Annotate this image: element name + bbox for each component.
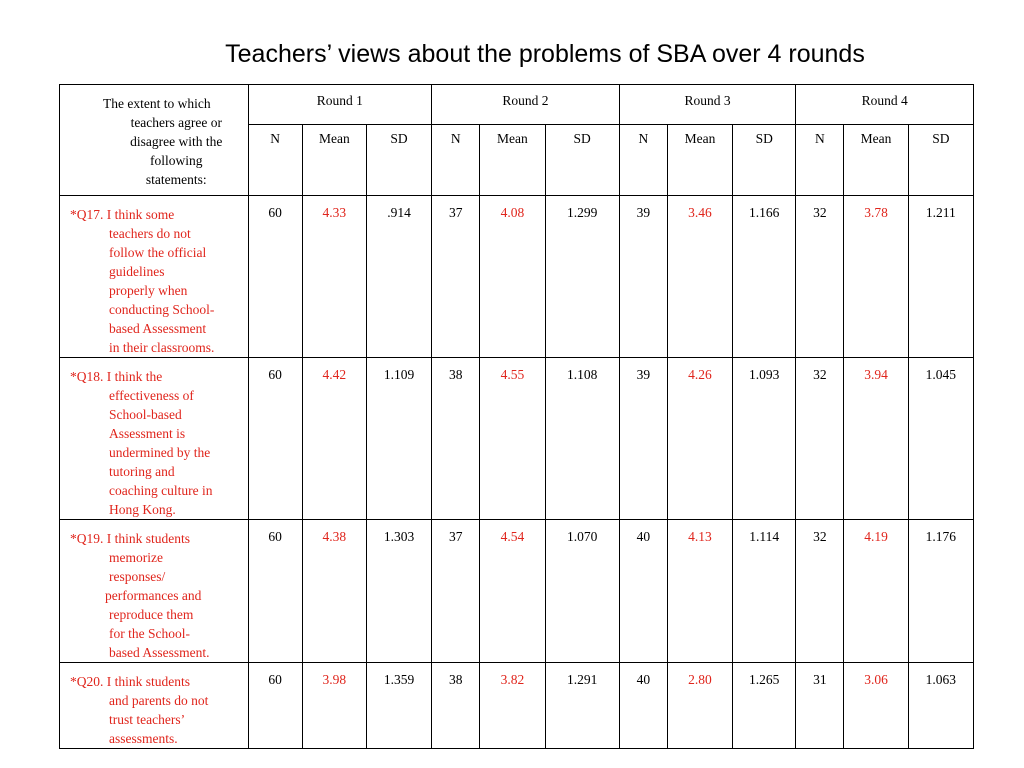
mean-cell: 4.33 [302, 196, 366, 358]
statement-line: in their classrooms. [109, 340, 215, 355]
statement-header-line: disagree with the [130, 134, 223, 149]
statement-line: *Q18. I think the [70, 369, 163, 384]
n-cell: 60 [248, 520, 302, 663]
n-cell: 40 [619, 663, 667, 749]
mean-column-header: Mean [302, 125, 366, 196]
statement-line: based Assessment [109, 321, 207, 336]
header-row-rounds [60, 85, 974, 125]
n-column-header: N [619, 125, 667, 196]
statement-line: Hong Kong. [109, 502, 176, 517]
statement-line: guidelines [109, 264, 165, 279]
table-row [60, 520, 974, 663]
sba-results-table [59, 84, 974, 749]
statement-line: performances and [105, 588, 202, 603]
table-row [60, 196, 974, 358]
statement-cell [60, 520, 249, 663]
round-4-header: Round 4 [796, 85, 974, 125]
n-cell: 38 [432, 358, 480, 520]
sd-column-header: SD [908, 125, 973, 196]
sd-cell: 1.176 [908, 520, 973, 663]
statement-header-line: The extent to which [102, 96, 211, 111]
n-cell: 32 [796, 520, 844, 663]
sd-cell: .914 [366, 196, 431, 358]
statement-line: *Q20. I think students [70, 674, 190, 689]
statement-header-line: following [150, 153, 203, 168]
statement-column-header [60, 85, 249, 196]
statement-line: and parents do not [109, 693, 209, 708]
round-3-header: Round 3 [619, 85, 796, 125]
mean-cell: 2.80 [667, 663, 732, 749]
sd-cell: 1.359 [366, 663, 431, 749]
sd-cell: 1.265 [733, 663, 796, 749]
mean-cell: 4.26 [667, 358, 732, 520]
mean-cell: 4.13 [667, 520, 732, 663]
statement-line: Assessment is [109, 426, 186, 441]
statement-line: assessments. [109, 731, 178, 746]
statement-line: conducting School- [109, 302, 215, 317]
sd-cell: 1.109 [366, 358, 431, 520]
statement-line: *Q19. I think students [70, 531, 190, 546]
statement-line: effectiveness of [109, 388, 194, 403]
table-row [60, 358, 974, 520]
n-column-header: N [248, 125, 302, 196]
statement-line: School-based [109, 407, 182, 422]
mean-cell: 3.78 [844, 196, 908, 358]
statement-line: reproduce them [109, 607, 194, 622]
mean-cell: 4.54 [480, 520, 545, 663]
mean-cell: 4.19 [844, 520, 908, 663]
statement-cell [60, 196, 249, 358]
n-cell: 60 [248, 663, 302, 749]
sd-column-header: SD [545, 125, 619, 196]
n-cell: 39 [619, 196, 667, 358]
sd-cell: 1.063 [908, 663, 973, 749]
n-cell: 38 [432, 663, 480, 749]
mean-cell: 3.94 [844, 358, 908, 520]
mean-cell: 3.82 [480, 663, 545, 749]
mean-cell: 4.38 [302, 520, 366, 663]
statement-line: trust teachers’ [109, 712, 186, 727]
n-cell: 60 [248, 358, 302, 520]
n-column-header: N [796, 125, 844, 196]
n-cell: 37 [432, 520, 480, 663]
mean-cell: 3.98 [302, 663, 366, 749]
sd-cell: 1.299 [545, 196, 619, 358]
sd-cell: 1.166 [733, 196, 796, 358]
statement-line: teachers do not [109, 226, 191, 241]
sd-cell: 1.303 [366, 520, 431, 663]
statement-line: undermined by the [109, 445, 211, 460]
statement-line: properly when [109, 283, 188, 298]
statement-line: responses/ [109, 569, 166, 584]
n-cell: 31 [796, 663, 844, 749]
mean-column-header: Mean [667, 125, 732, 196]
statement-line: coaching culture in [109, 483, 213, 498]
statement-line: based Assessment. [109, 645, 210, 660]
sd-column-header: SD [366, 125, 431, 196]
mean-column-header: Mean [844, 125, 908, 196]
mean-cell: 3.06 [844, 663, 908, 749]
mean-cell: 4.42 [302, 358, 366, 520]
n-cell: 60 [248, 196, 302, 358]
statement-header-line: statements: [145, 172, 207, 187]
sd-cell: 1.108 [545, 358, 619, 520]
table-header [60, 85, 974, 196]
statement-cell [60, 663, 249, 749]
table-body [60, 196, 974, 749]
mean-cell: 4.08 [480, 196, 545, 358]
statement-cell [60, 358, 249, 520]
sd-cell: 1.291 [545, 663, 619, 749]
n-cell: 39 [619, 358, 667, 520]
slide-title: Teachers’ views about the problems of SBA over 4 rounds [225, 40, 865, 68]
sd-column-header: SD [733, 125, 796, 196]
sd-cell: 1.093 [733, 358, 796, 520]
n-cell: 37 [432, 196, 480, 358]
statement-line: memorize [109, 550, 163, 565]
mean-cell: 3.46 [667, 196, 732, 358]
statement-line: follow the official [109, 245, 207, 260]
statement-line: tutoring and [109, 464, 175, 479]
sd-cell: 1.045 [908, 358, 973, 520]
statement-header-line: teachers agree or [130, 115, 222, 130]
n-cell: 40 [619, 520, 667, 663]
n-cell: 32 [796, 358, 844, 520]
round-2-header: Round 2 [432, 85, 620, 125]
statement-line: *Q17. I think some [70, 207, 175, 222]
sd-cell: 1.114 [733, 520, 796, 663]
sd-cell: 1.211 [908, 196, 973, 358]
n-cell: 32 [796, 196, 844, 358]
sd-cell: 1.070 [545, 520, 619, 663]
table-row [60, 663, 974, 749]
round-1-header: Round 1 [248, 85, 432, 125]
statement-line: for the School- [109, 626, 190, 641]
mean-column-header: Mean [480, 125, 545, 196]
n-column-header: N [432, 125, 480, 196]
mean-cell: 4.55 [480, 358, 545, 520]
